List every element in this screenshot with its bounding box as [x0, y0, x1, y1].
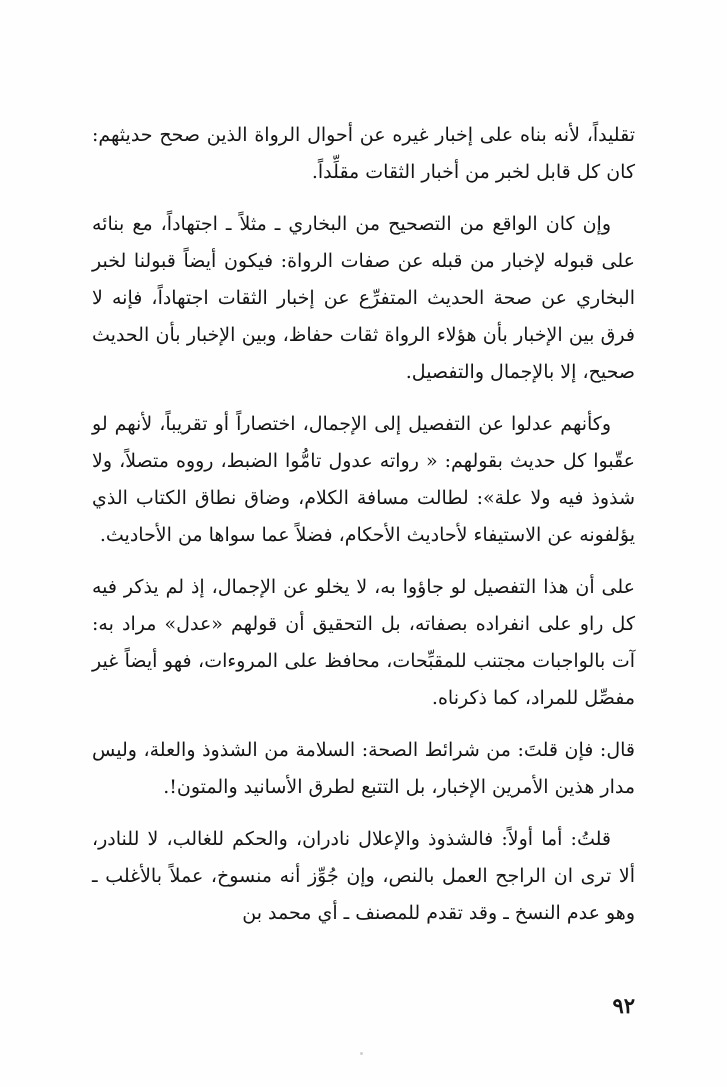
page-number: ٩٢: [612, 993, 635, 1018]
paragraph-2: وإن كان الواقع من التصحيح من البخاري ـ مثلاً ـ اجتهاداً، مع بنائه على قبوله لإخبار من قبله عن صفات الرواة: فيكون أيضاً قبولنا لخبر البخاري عن صحة الحديث المتفرِّع عن إخبار الثقات اجتهاداً، فإنه لا فرق بين الإخبار بأن هؤلاء الرواة ثقات حفاظ، وبين الإخبار بأن الحديث صحيح، إلا بالإجمال والتفصيل.: [92, 213, 635, 383]
scan-speck: [360, 1052, 363, 1055]
paragraph-3: وكأنهم عدلوا عن التفصيل إلى الإجمال، اختصاراً أو تقريباً، لأنهم لو عقّبوا كل حديث بقولهم: « رواته عدول تامُّوا الضبط، رووه متصلاً، ولا شذوذ فيه ولا علة»: لطالت مسافة الكلام، وضاق نطاق الكتاب الذي يؤلفونه عن الاستيفاء لأحاديث الأحكام، فضلاً عما سواها من الأحاديث.: [92, 413, 635, 546]
paragraph-5: قال: فإن قلتَ: من شرائط الصحة: السلامة من الشذوذ والعلة، وليس مدار هذين الأمرين الإخبار، بل التتبع لطرق الأسانيد والمتون!.: [92, 739, 635, 798]
paragraph-4: على أن هذا التفصيل لو جاؤوا به، لا يخلو عن الإجمال، إذ لم يذكر فيه كل راو على انفراده بصفاته، بل التحقيق أن قولهم «عدل» مراد به: آت بالواجبات مجتنب للمقبِّحات، محافظ على المروءات، فهو أيضاً غير مفصِّل للمراد، كما ذكرناه.: [92, 576, 635, 709]
paragraph-1: تقليداً، لأنه بناه على إخبار غيره عن أحوال الرواة الذين صحح حديثهم: كان كل قابل لخبر من أخبار الثقات مقلِّداً.: [92, 124, 635, 183]
paragraph-6: قلتُ: أما أولاً: فالشذوذ والإعلال نادران، والحكم للغالب، لا للنادر، ألا ترى ان الراجح العمل بالنص، وإن جُوِّز أنه منسوخ، عملاً بالأغلب ـ وهو عدم النسخ ـ وقد تقدم للمصنف ـ أي محمد بن: [92, 828, 635, 924]
page-body-text: [92, 117, 635, 947]
